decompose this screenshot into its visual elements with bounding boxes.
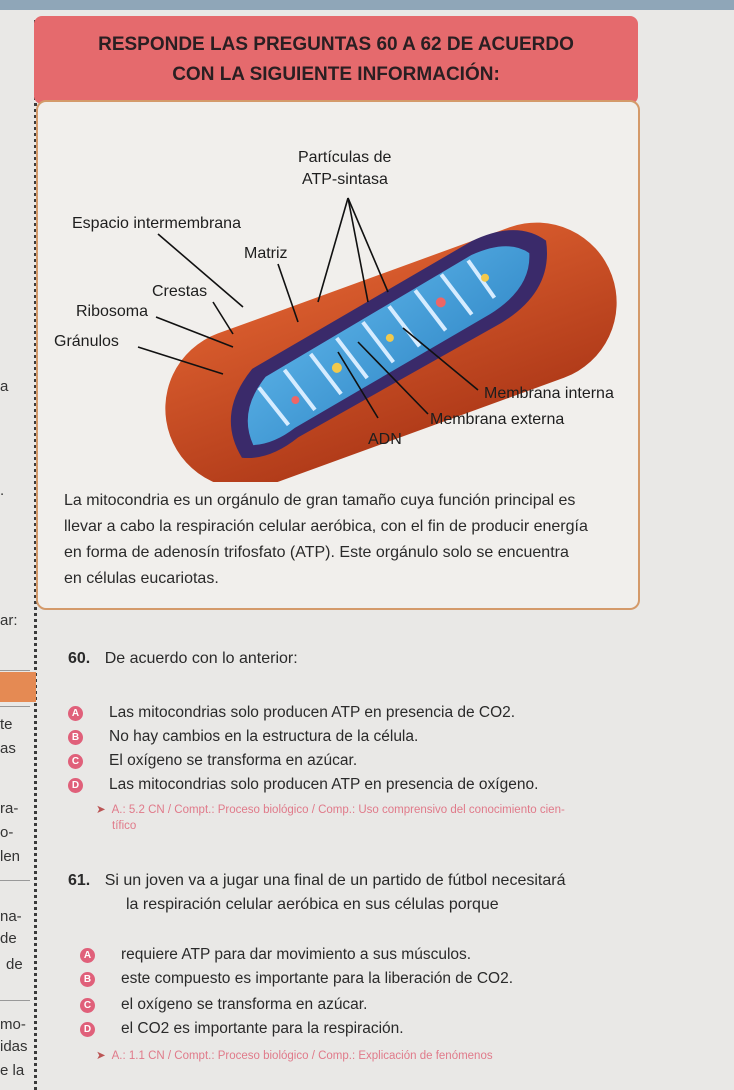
q61-option-a[interactable] <box>80 946 471 964</box>
info-box <box>36 100 640 610</box>
left-orange-tab <box>0 672 36 702</box>
label-adn: ADN <box>368 431 402 448</box>
option-text: el CO2 es importante para la respiración. <box>121 1020 404 1037</box>
q61-option-b[interactable] <box>80 970 513 988</box>
mitochondria-diagram <box>38 102 638 482</box>
question-text: De acuerdo con lo anterior: <box>104 650 298 667</box>
question-61-line-2: la respiración celular aeróbica en sus células porque <box>126 896 499 913</box>
question-60 <box>68 650 298 668</box>
option-text: Las mitocondrias solo producen ATP en presencia de oxígeno. <box>109 776 539 793</box>
divider <box>0 880 30 881</box>
left-fragment: a <box>0 378 9 395</box>
option-letter-badge: A <box>80 948 95 963</box>
q60-standard-note <box>96 802 565 834</box>
left-fragment: as <box>0 740 16 757</box>
left-fragment: de <box>0 930 17 947</box>
divider <box>0 1000 30 1001</box>
left-fragment: . <box>0 482 5 499</box>
option-letter-badge: C <box>68 754 83 769</box>
top-bar <box>0 0 734 10</box>
instruction-header <box>34 16 638 104</box>
left-fragment: e la <box>0 1062 25 1079</box>
q60-option-d[interactable] <box>68 776 538 794</box>
option-text: este compuesto es importante para la liberación de CO2. <box>121 970 514 987</box>
q60-option-b[interactable] <box>68 728 418 746</box>
caption-line: llevar a cabo la respiración celular aeróbica, con el fin de producir energía <box>64 518 588 535</box>
option-letter-badge: B <box>68 730 83 745</box>
label-granulos: Gránulos <box>54 333 119 350</box>
q60-option-a[interactable] <box>68 704 515 722</box>
option-letter-badge: D <box>68 778 83 793</box>
left-fragment: idas <box>0 1038 28 1055</box>
q61-standard-note <box>96 1048 493 1064</box>
q60-option-c[interactable] <box>68 752 357 770</box>
option-letter-badge: C <box>80 998 95 1013</box>
caption-line: en células eucariotas. <box>64 570 219 587</box>
q61-option-d[interactable] <box>80 1020 404 1038</box>
option-text: No hay cambios en la estructura de la célula. <box>109 728 419 745</box>
left-fragment: o- <box>0 824 14 841</box>
label-particulas-1: Partículas de <box>298 149 392 166</box>
caption-line: en forma de adenosín trifosfato (ATP). Este orgánulo solo se encuentra <box>64 544 569 561</box>
header-line-2: CON LA SIGUIENTE INFORMACIÓN: <box>172 64 500 85</box>
left-fragment: ra- <box>0 800 19 817</box>
info-caption <box>64 488 624 592</box>
option-text: el oxígeno se transforma en azúcar. <box>121 996 368 1013</box>
question-number: 61. <box>68 872 91 889</box>
header-line-1: RESPONDE LAS PREGUNTAS 60 A 62 DE ACUERDO <box>98 34 574 55</box>
label-espacio-intermembrana: Espacio intermembrana <box>72 215 241 232</box>
label-matriz: Matriz <box>244 245 288 262</box>
question-61 <box>68 872 565 890</box>
question-number: 60. <box>68 650 91 667</box>
label-particulas-2: ATP-sintasa <box>302 171 388 188</box>
left-fragment: te <box>0 716 13 733</box>
left-fragment: mo- <box>0 1016 26 1033</box>
label-membrana-externa: Membrana externa <box>430 411 565 428</box>
label-membrana-interna: Membrana interna <box>484 385 614 402</box>
left-fragment: len <box>0 848 21 865</box>
arrow-icon: ➤ <box>96 804 106 816</box>
divider <box>0 670 30 671</box>
option-text: El oxígeno se transforma en azúcar. <box>109 752 358 769</box>
label-crestas: Crestas <box>152 283 208 300</box>
option-text: Las mitocondrias solo producen ATP en presencia de CO2. <box>109 704 516 721</box>
caption-line: La mitocondria es un orgánulo de gran tamaño cuya función principal es <box>64 492 576 509</box>
arrow-icon: ➤ <box>96 1050 106 1062</box>
left-fragment: de <box>6 956 23 973</box>
meta-text: A.: 5.2 CN / Compt.: Proceso biológico / Comp.: Uso comprensivo del conocimiento cien- <box>111 804 565 816</box>
meta-text: tífico <box>112 820 137 832</box>
left-fragment: ar: <box>0 612 18 629</box>
option-text: requiere ATP para dar movimiento a sus músculos. <box>121 946 472 963</box>
left-fragment: na- <box>0 908 22 925</box>
divider <box>0 706 30 707</box>
label-ribosoma: Ribosoma <box>76 303 149 320</box>
q61-option-c[interactable] <box>80 996 367 1014</box>
meta-text: A.: 1.1 CN / Compt.: Proceso biológico / Comp.: Explicación de fenómenos <box>111 1050 493 1062</box>
option-letter-badge: A <box>68 706 83 721</box>
option-letter-badge: D <box>80 1022 95 1037</box>
left-page-fragment <box>0 0 30 1090</box>
question-text: Si un joven va a jugar una final de un partido de fútbol necesitará <box>104 872 566 889</box>
option-letter-badge: B <box>80 972 95 987</box>
